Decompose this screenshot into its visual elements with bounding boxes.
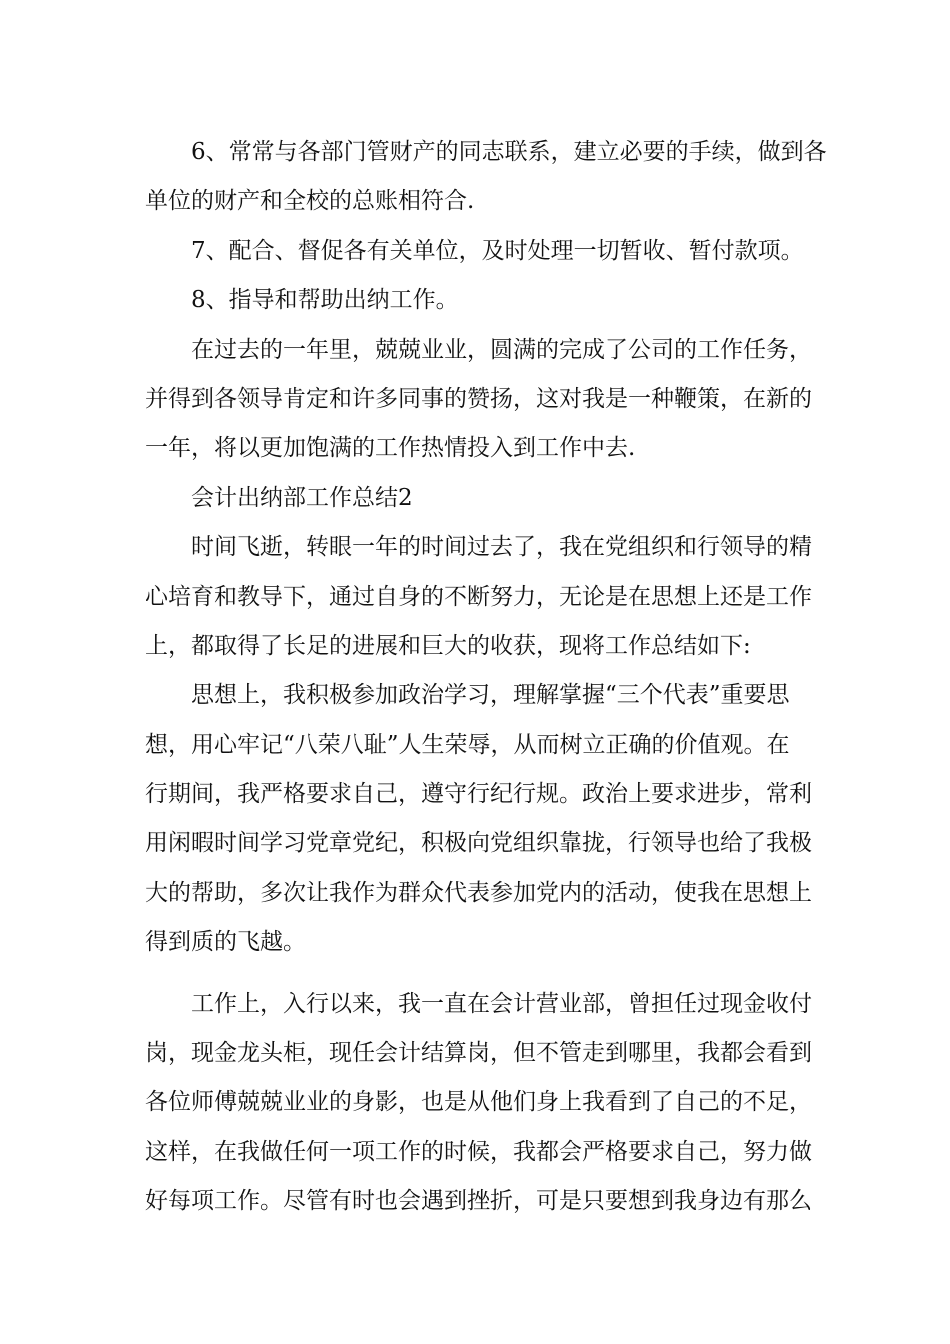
- paragraph-line-thought-3: 行期间，我严格要求自己，遵守行纪行规。政治上要求进步，常利: [145, 781, 812, 808]
- paragraph-line-thought-1: 思想上，我积极参加政治学习，理解掌握“三个代表”重要思: [191, 682, 790, 709]
- paragraph-line-summary-1: 在过去的一年里，兢兢业业，圆满的完成了公司的工作任务，: [191, 336, 812, 363]
- paragraph-line-summary-2: 并得到各领导肯定和许多同事的赞扬，这对我是一种鞭策，在新的: [145, 385, 812, 412]
- document-body: [145, 128, 827, 1227]
- paragraph-line-work-2: 岗，现金龙头柜，现任会计结算岗，但不管走到哪里，我都会看到: [145, 1040, 812, 1067]
- paragraph-line-item8: 8、指导和帮助出纳工作。: [191, 287, 459, 314]
- paragraph-line-thought-5: 大的帮助，多次让我作为群众代表参加党内的活动，使我在思想上: [145, 879, 812, 906]
- paragraph-line-thought-6: 得到质的飞越。: [145, 929, 306, 956]
- paragraph-line-thought-4: 用闲暇时间学习党章党纪，积极向党组织靠拢，行领导也给了我极: [145, 830, 812, 857]
- paragraph-line-work-5: 好每项工作。尽管有时也会遇到挫折，可是只要想到我身边有那么: [145, 1188, 812, 1215]
- paragraph-line-item7: 7、配合、督促各有关单位，及时处理一切暂收、暂付款项。: [191, 237, 804, 264]
- paragraph-line-intro-2: 心培育和教导下，通过自身的不断努力，无论是在思想上还是工作: [145, 583, 812, 610]
- paragraph-line-summary-3: 一年，将以更加饱满的工作热情投入到工作中去.: [145, 435, 636, 462]
- paragraph-line-work-1: 工作上，入行以来，我一直在会计营业部，曾担任过现金收付: [191, 990, 812, 1017]
- paragraph-line-intro-1: 时间飞逝，转眼一年的时间过去了，我在党组织和行领导的精: [191, 534, 812, 561]
- paragraph-line-item6-1: 6、常常与各部门管财产的同志联系，建立必要的手续，做到各: [191, 139, 827, 165]
- paragraph-line-thought-2: 想，用心牢记“八荣八耻”人生荣辱，从而树立正确的价值观。在: [145, 731, 790, 758]
- section-heading: 会计出纳部工作总结2: [191, 484, 413, 511]
- paragraph-gap: [145, 968, 815, 980]
- paragraph-line-work-4: 这样，在我做任何一项工作的时候，我都会严格要求自己，努力做: [145, 1138, 812, 1165]
- paragraph-line-intro-3: 上，都取得了长足的进展和巨大的收获，现将工作总结如下:: [145, 632, 751, 659]
- paragraph-line-item6-2: 单位的财产和全校的总账相符合.: [145, 188, 475, 215]
- paragraph-line-work-3: 各位师傅兢兢业业的身影，也是从他们身上我看到了自己的不足，: [145, 1089, 812, 1116]
